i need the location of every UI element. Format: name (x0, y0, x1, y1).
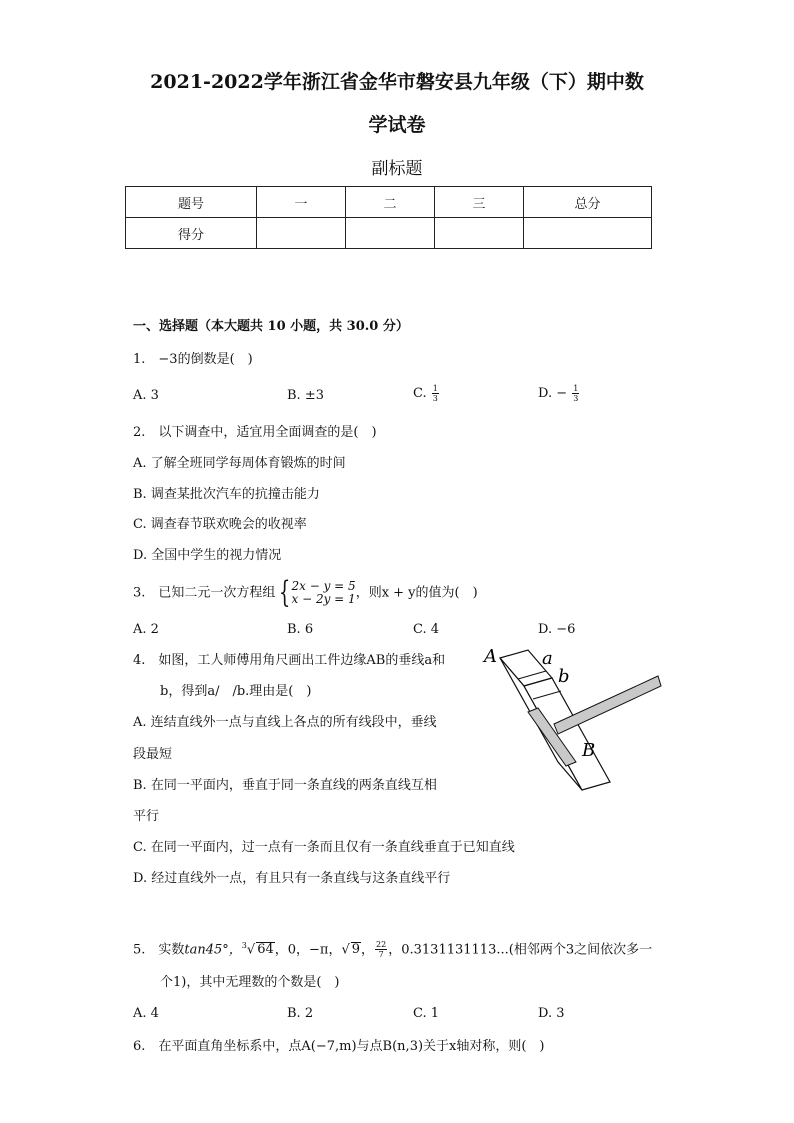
score-table-cell: 得分 (126, 218, 257, 249)
q1-option-b: B. ±3 (287, 388, 324, 403)
q4-option-a-line1: A. 连结直线外一点与直线上各点的所有线段中，垂线 (133, 715, 437, 730)
q4-option-b-line1: B. 在同一平面内，垂直于同一条直线的两条直线互相 (133, 778, 437, 793)
q1-option-a: A. 3 (133, 388, 159, 403)
cube-root-radicand: 64 (257, 942, 274, 958)
page-title-line1: 2021-2022学年浙江省金华市磐安县九年级（下）期中数 (150, 71, 644, 93)
question-1-stem: 1. −3的倒数是( ) (133, 352, 253, 367)
q5-fraction (375, 940, 387, 959)
fraction-numerator: 1 (432, 384, 438, 393)
q5-option-c: C. 1 (413, 1006, 440, 1021)
score-table-cell (346, 218, 435, 249)
cube-root-index: 3 (241, 941, 247, 950)
question-2-stem: 2. 以下调查中，适宜用全面调查的是( ) (133, 425, 377, 440)
score-table-header-cell: 三 (435, 187, 524, 218)
q5-option-b: B. 2 (287, 1006, 314, 1021)
score-table-header-cell: 二 (346, 187, 435, 218)
q4-option-d: D. 经过直线外一点，有且只有一条直线与这条直线平行 (133, 871, 451, 886)
fraction-denominator: 7 (378, 950, 384, 960)
fig-label-b: b (558, 666, 570, 687)
question-5-stem-line1 (133, 934, 652, 962)
score-table-cell (524, 218, 652, 249)
q5-middle: ，0，−π， (274, 942, 342, 958)
score-table-header-cell: 题号 (126, 187, 257, 218)
q1-option-c (413, 384, 440, 403)
equation-system (292, 580, 356, 606)
question-4-stem-line2: b，得到a/ /b.理由是( ) (160, 684, 312, 699)
equation-2: x − 2y = 1 (291, 592, 356, 606)
question-3-stem (133, 575, 478, 610)
radical-sign: √ (341, 942, 350, 958)
score-table (125, 186, 652, 249)
question-5-stem-line2: 个1)，其中无理数的个数是( ) (160, 975, 340, 990)
q3-option-c: C. 4 (413, 622, 440, 637)
equation-1: 2x − y = 5 (291, 579, 356, 593)
q2-option-c: C. 调查春节联欢晚会的收视率 (133, 517, 307, 532)
score-table-header-cell: 总分 (524, 187, 652, 218)
q5-prefix: 5. 实数 (133, 942, 185, 958)
q3-option-a: A. 2 (133, 622, 159, 637)
fig-label-B: B (582, 740, 596, 761)
q2-option-d: D. 全国中学生的视力情况 (133, 548, 282, 563)
fig-label-a: a (542, 648, 553, 669)
equation-system-brace: { (279, 575, 291, 610)
score-table-cell (435, 218, 524, 249)
fig-label-A: A (484, 646, 497, 667)
q1-option-c-fraction (432, 384, 439, 403)
q1-option-d-label: D. − (538, 386, 568, 401)
q1-option-d (538, 384, 580, 403)
q3-option-b: B. 6 (287, 622, 314, 637)
radical-sign: √ (246, 942, 256, 958)
square-blade (554, 676, 661, 734)
q2-option-a: A. 了解全班同学每周体育锻炼的时间 (133, 456, 346, 471)
q3-option-d: D. −6 (538, 622, 576, 637)
fraction-numerator: 22 (376, 940, 387, 950)
subtitle: 副标题 (371, 159, 423, 179)
q3-stem-prefix: 3. 已知二元一次方程组 (133, 585, 276, 601)
q4-option-b-line2: 平行 (133, 809, 160, 824)
try-square-figure (478, 640, 668, 800)
score-table-header-cell: 一 (257, 187, 346, 218)
score-table-cell (257, 218, 346, 249)
q5-tail: ，0.3131131113...(相邻两个3之间依次多一 (388, 942, 653, 958)
q5-option-a: A. 4 (133, 1006, 159, 1021)
question-4-stem-line1: 4. 如图，工人师傅用角尺画出工件边缘AB的垂线a和 (133, 653, 446, 668)
fraction-denominator: 3 (432, 394, 438, 403)
q5-tan: tan45°， (184, 942, 242, 958)
question-6-stem: 6. 在平面直角坐标系中，点A(−7,m)与点B(n,3)关于x轴对称，则( ) (133, 1039, 545, 1054)
q4-option-a-line2: 段最短 (133, 747, 173, 762)
section-heading: 一、选择题（本大题共 10 小题，共 30.0 分） (133, 319, 409, 334)
q4-option-c: C. 在同一平面内，过一点有一条而且仅有一条直线垂直于已知直线 (133, 840, 515, 855)
fraction-numerator: 1 (573, 384, 579, 393)
q5-comma: ， (361, 942, 375, 958)
score-table-score-row (126, 218, 652, 249)
q1-option-c-label: C. (413, 386, 427, 401)
score-table-header-row (126, 187, 652, 218)
fraction-denominator: 3 (573, 394, 579, 403)
q5-option-d: D. 3 (538, 1006, 565, 1021)
q2-option-b: B. 调查某批次汽车的抗撞击能力 (133, 487, 320, 502)
q3-stem-suffix: ，则x + y的值为( ) (355, 585, 478, 601)
sqrt-radicand: 9 (351, 942, 361, 958)
page-title-line2: 学试卷 (368, 114, 426, 136)
q1-option-d-fraction (572, 384, 579, 403)
